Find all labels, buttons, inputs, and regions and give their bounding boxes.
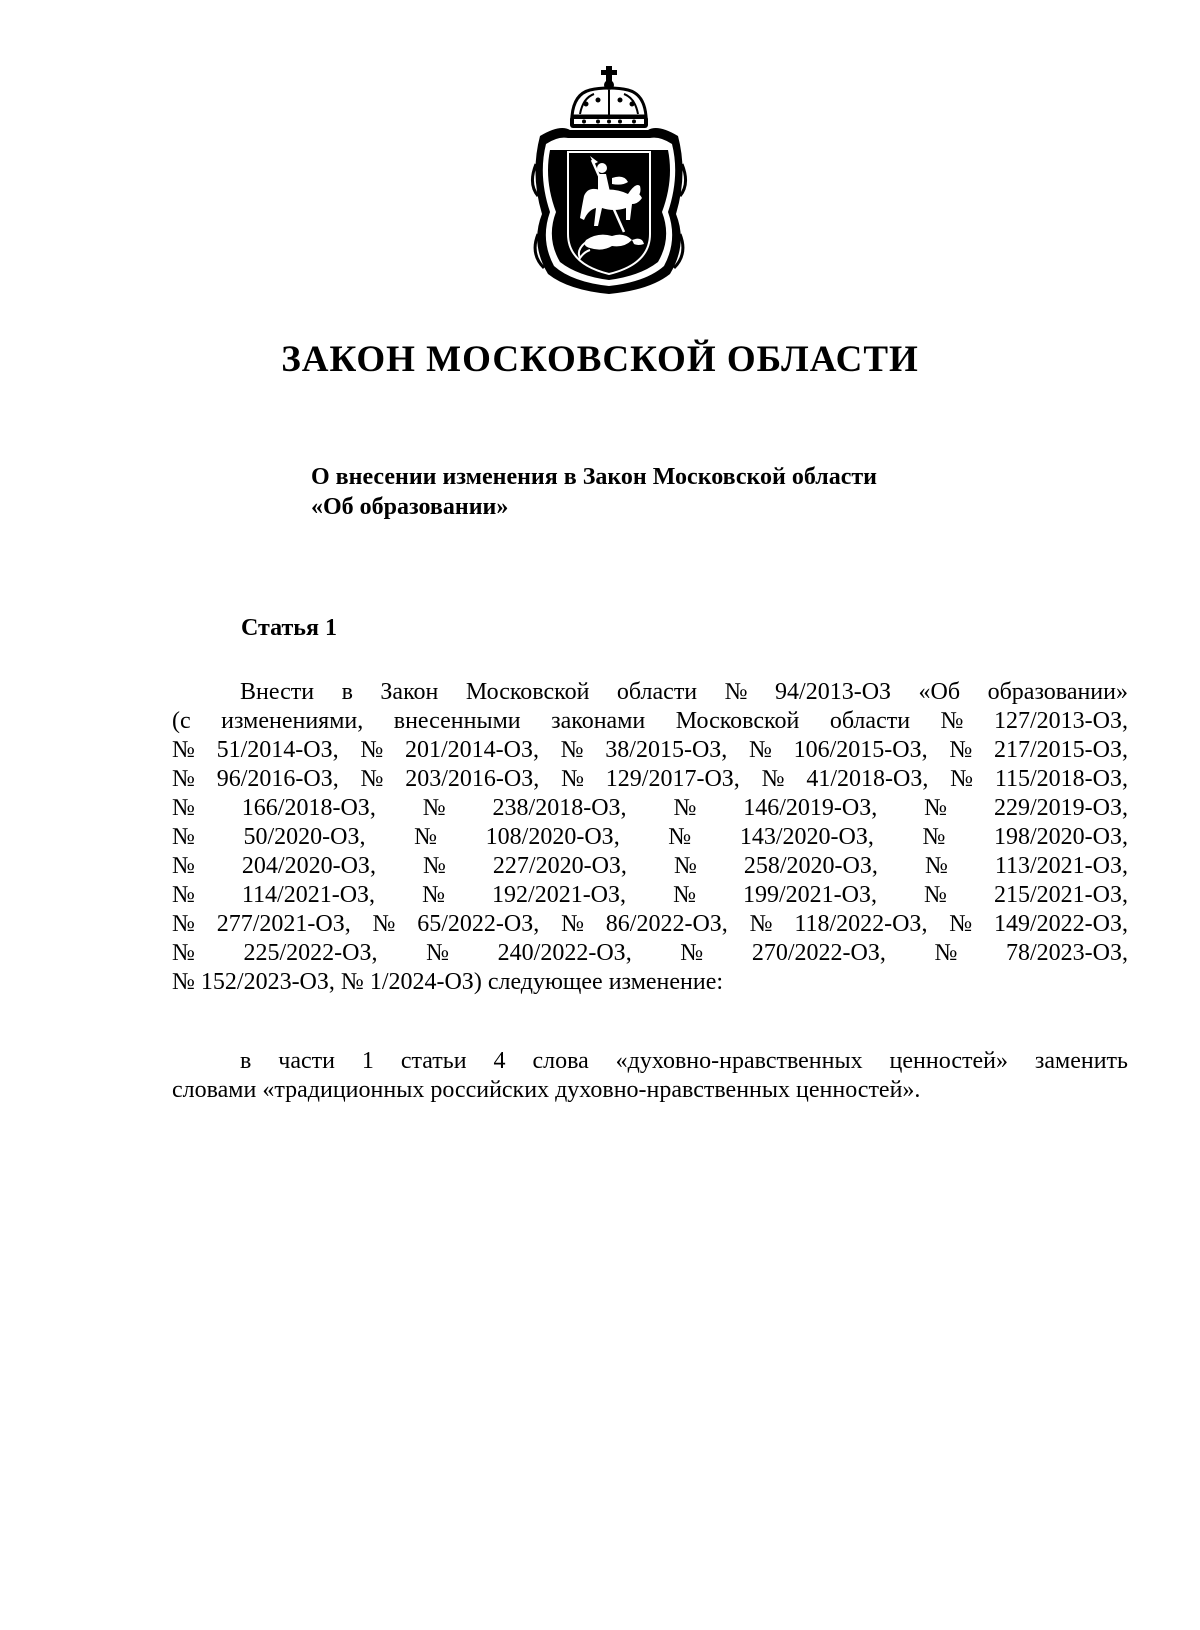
paragraph-line: № 96/2016-ОЗ, № 203/2016-ОЗ, № 129/2017-ОЗ, № 41/2018-ОЗ, № 115/2018-ОЗ, — [172, 766, 1128, 792]
paragraph-line: № 225/2022-ОЗ, № 240/2022-ОЗ, № 270/2022-ОЗ, № 78/2023-ОЗ, — [172, 940, 1128, 966]
paragraph-line: № 204/2020-ОЗ, № 227/2020-ОЗ, № 258/2020-ОЗ, № 113/2021-ОЗ, — [172, 853, 1128, 879]
article-paragraph — [172, 678, 1128, 997]
paragraph-line: в части 1 статьи 4 слова «духовно-нравственных ценностей» заменить — [240, 1048, 1128, 1074]
subject-line: О внесении изменения в Закон Московской области — [311, 464, 877, 490]
paragraph-line: № 152/2023-ОЗ, № 1/2024-ОЗ) следующее изменение: — [172, 969, 724, 995]
paragraph-line: № 277/2021-ОЗ, № 65/2022-ОЗ, № 86/2022-ОЗ, № 118/2022-ОЗ, № 149/2022-ОЗ, — [172, 911, 1128, 937]
paragraph-line: № 51/2014-ОЗ, № 201/2014-ОЗ, № 38/2015-ОЗ, № 106/2015-ОЗ, № 217/2015-ОЗ, — [172, 737, 1128, 763]
paragraph-line: № 166/2018-ОЗ, № 238/2018-ОЗ, № 146/2019-ОЗ, № 229/2019-ОЗ, — [172, 795, 1128, 821]
subject-line: «Об образовании» — [311, 494, 509, 520]
article-paragraph — [172, 1047, 1128, 1105]
article-heading: Статья 1 — [241, 615, 337, 641]
paragraph-line: (с изменениями, внесенными законами Московской области № 127/2013-ОЗ, — [172, 708, 1128, 734]
law-title: ЗАКОН МОСКОВСКОЙ ОБЛАСТИ — [281, 339, 919, 380]
paragraph-line: № 50/2020-ОЗ, № 108/2020-ОЗ, № 143/2020-ОЗ, № 198/2020-ОЗ, — [172, 824, 1128, 850]
paragraph-line: словами «традиционных российских духовно-нравственных ценностей». — [172, 1077, 921, 1103]
coat-of-arms-icon — [528, 64, 690, 296]
law-subject — [311, 462, 1031, 522]
paragraph-line: Внести в Закон Московской области № 94/2013-ОЗ «Об образовании» — [240, 679, 1128, 705]
paragraph-line: № 114/2021-ОЗ, № 192/2021-ОЗ, № 199/2021-ОЗ, № 215/2021-ОЗ, — [172, 882, 1128, 908]
